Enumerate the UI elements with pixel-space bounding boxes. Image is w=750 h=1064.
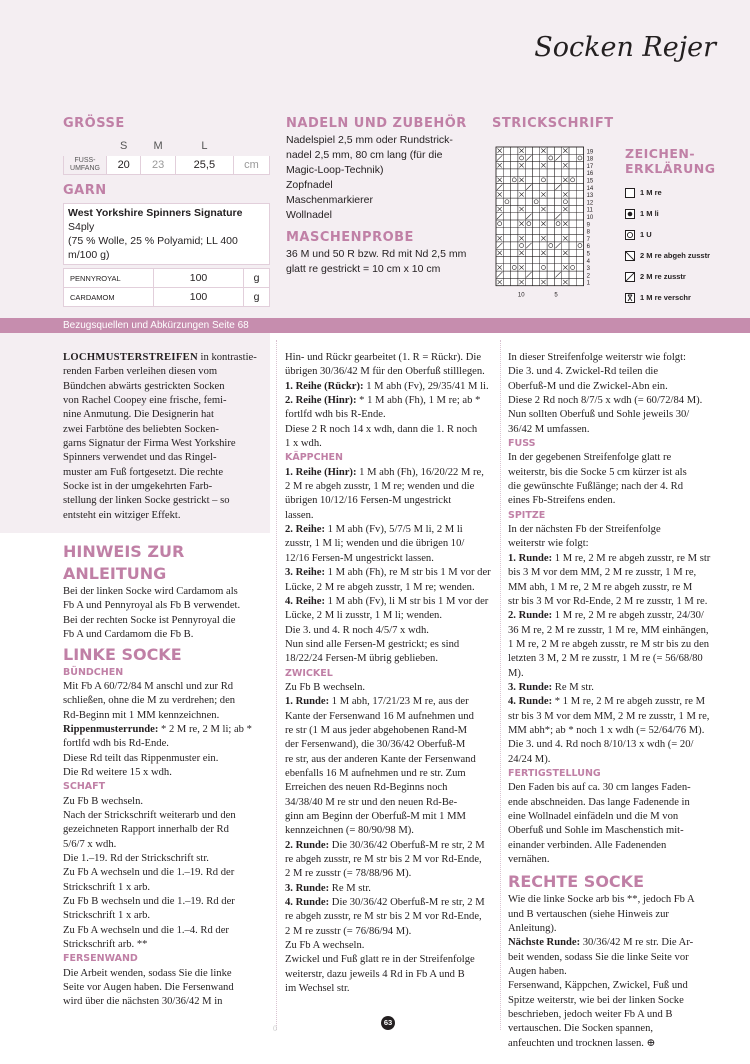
row-text [285, 480, 495, 523]
right-sock-heading: RECHTE SOCKE [508, 872, 644, 892]
yarn-row [64, 269, 270, 288]
text-line: Seite vor Augen haben. Die Fersenwand [63, 982, 234, 994]
chart-row-number: 16 [586, 171, 594, 178]
needles-list [286, 133, 476, 223]
chart-heading: STRICKSCHRIFT [492, 116, 614, 131]
text-line: Zu Fb B wechseln und die 1.–19. Rd der [63, 896, 235, 907]
notes-text [63, 585, 268, 642]
text-line: Socke ist in der umgekehrten Farb- [63, 481, 213, 493]
foot-text [508, 451, 716, 508]
dot-square-icon [625, 209, 635, 219]
size-heading: GRÖSSE [63, 116, 125, 131]
text-line: In dieser Streifenfolge weiterstr wie folgt: [508, 352, 686, 363]
text-line: In der gegebenen Streifenfolge glatt re [508, 452, 672, 464]
size-m: M [153, 140, 163, 152]
gusset-text: Zu Fb B wechseln. [285, 681, 366, 693]
needles-line: Wollnadel [286, 209, 332, 221]
text-line: Den Faden bis auf ca. 30 cm langes Faden- [508, 782, 691, 794]
text-line: und B vertauschen (siehe Hinweis zur [508, 908, 669, 920]
chart-column-number: 10 [517, 292, 525, 299]
text-line: fortlfd wdh bis Rd-Ende. [63, 738, 169, 750]
chart-row-number: 3 [586, 266, 590, 273]
toe-heading: SPITZE [508, 509, 546, 521]
text-line: Diese 2 Rd noch 8/7/5 x wdh (= 60/72/84 M). [508, 395, 703, 407]
text-line: Augen haben. [508, 966, 567, 978]
yarn-brand-suffix: S4ply [68, 221, 95, 233]
row-label: 2. Reihe (Hinr): [285, 395, 357, 407]
text-line: 2 M re zusstr (= 76/86/94 M). [285, 925, 412, 937]
column-divider [276, 340, 277, 1030]
text-line: Die 1.–19. Rd der Strickschrift str. [63, 852, 209, 864]
notes-heading: HINWEIS ZUR ANLEITUNG [63, 542, 185, 584]
text-line: Zu Fb A wechseln und die 1.–4. Rd der [63, 924, 229, 936]
text-line: Nach der Strickschrift weiterarb und den [63, 809, 236, 821]
left-slant-square-icon [625, 251, 635, 261]
legend-heading-1: ZEICHEN- [625, 146, 696, 161]
text-line: übrigen 30/36/42 M für den Oberfuß stilllegen. [285, 366, 485, 378]
chart-row-number: 10 [586, 215, 594, 221]
round-label: Nächste Runde: [508, 937, 581, 949]
round-label: 4. Runde: [508, 696, 553, 708]
cuff-heading: BÜNDCHEN [63, 666, 124, 678]
legend-item [625, 224, 745, 245]
rib-round-text: * 2 M re, 2 M li; ab * [158, 723, 252, 735]
row-label: 2. Reihe: [285, 524, 326, 536]
text-line: die gewünschte Fußlänge; nach der 4. Rd [508, 481, 684, 493]
text-line: Anleitung). [508, 923, 557, 935]
text-line: Diese 2 R noch 14 x wdh, dann die 1. R noch [285, 423, 478, 435]
gusset-heading: ZWICKEL [285, 667, 333, 679]
chart-row-number: 11 [586, 207, 593, 214]
chart-row-number: 17 [586, 163, 594, 170]
text-line: Bei der linken Socke wird Cardamom als [63, 586, 238, 598]
text-line: letzten 3 M, 2 M re zusstr, 1 M re (= 56/68/80 M). [508, 653, 703, 679]
chart-row-number: 1 [586, 280, 590, 287]
text-line: ende abschneiden. Das lange Fadenende in [508, 796, 690, 808]
needles-line: Nadelspiel 2,5 mm oder Rundstrick- [286, 134, 453, 146]
text-line: gezeichneten Rapport innerhalb der Rd [63, 824, 229, 836]
text-line: im Wechsel str. [285, 983, 350, 995]
yarn-table [63, 268, 270, 307]
right-sock-text [508, 951, 716, 1051]
chart-row-number: 18 [586, 156, 594, 163]
chart-row-number: 19 [586, 149, 594, 156]
needles-line: nadel 2,5 mm, 80 cm lang (für die [286, 149, 443, 161]
size-value-l: 25,5 [175, 156, 233, 175]
text-line: Die Rd weitere 15 x wdh. [63, 766, 172, 778]
round-text [285, 910, 495, 996]
text-line: 18/22/24 Fersen-M übrig geblieben. [285, 653, 438, 665]
finishing-text [508, 781, 716, 867]
text-line: Zu Fb A wechseln. [285, 940, 365, 952]
text-line: Spinners verwendet und das Ringel- [63, 452, 217, 464]
intro-line: in kontrastie- [197, 352, 257, 363]
yarn-color-name: PENNYROYAL [64, 269, 154, 288]
row-text: 1 M abh (Fv), li M str bis 1 M vor der [325, 595, 489, 607]
text-line: eine Wollnadel einfädeln und die M von [508, 811, 679, 822]
text-line: re str (1 M aus jeder abgehobenen Rand-M [285, 724, 468, 736]
legend-block [625, 146, 745, 308]
rib-round-label: Rippenmusterrunde: [63, 723, 159, 735]
yarn-unit: g [244, 288, 270, 307]
text-line: anfeuchten und trocknen lassen. ⊕ [508, 1037, 656, 1049]
round-text [508, 624, 716, 681]
round-text: 1 M re, 2 M re abgeh zusstr, re M str [552, 552, 711, 564]
text-line: Die 3. und 4. Rd noch 8/10/13 x wdh (= 20/ [508, 739, 694, 751]
text-line: einander verbinden. Alle Fadenenden [508, 839, 667, 851]
needles-line: Zopfnadel [286, 179, 333, 191]
row-text: * 1 M abh (Fh), 1 M re; ab * [356, 395, 481, 407]
text-line: 36 M re, 2 M re zusstr, 1 M re, MM einhängen, [508, 624, 709, 636]
chart-row-number: 6 [586, 244, 590, 251]
chart-column-number: 5 [554, 292, 558, 299]
heel-text [285, 408, 495, 451]
page-number: 63 [381, 1016, 395, 1030]
right-sock-text [508, 893, 716, 936]
chart-row-number: 15 [586, 178, 594, 185]
text-line: re abgeh zusstr, re M str bis 2 M vor Rd-Ende, [285, 854, 482, 866]
text-line: nine Anmutung. Die Designerin hat [63, 409, 214, 421]
text-line: schließen, ohne die M zu verdrehen; den [63, 695, 236, 707]
gutter-mark: 0 [273, 1024, 277, 1033]
row-label: 1. Reihe (Rückr): [285, 380, 364, 392]
text-line: Lücke, 2 M re abgeh zusstr, 1 M re; wenden. [285, 581, 475, 593]
round-text: * 1 M re, 2 M re abgeh zusstr, re M [552, 696, 706, 708]
round-text: 30/36/42 M re str. Die Ar- [580, 937, 694, 949]
chart-row-number: 9 [586, 222, 590, 229]
text-line: 34/38/40 M re str und den neuen Rd-Be- [285, 796, 458, 808]
intro-text [63, 365, 268, 523]
heel-text [285, 351, 495, 380]
round-text [285, 710, 495, 839]
legend-item [625, 287, 745, 308]
legend-item [625, 245, 745, 266]
chart-row-number: 12 [586, 200, 594, 207]
text-line: der Fersenwand), die 30/36/42 Oberfuß-M [285, 739, 466, 751]
needles-line: Magic-Loop-Technik) [286, 164, 384, 176]
yarn-color-name: CARDAMOM [64, 288, 154, 307]
text-line: weiterstr wie folgt: [508, 538, 589, 550]
heel-flap-text [63, 967, 268, 1010]
legend-label: 1 M re verschr [640, 293, 691, 302]
gauge-line: glatt re gestrickt = 10 cm x 10 cm [286, 263, 441, 275]
gusset-continued-text [508, 351, 716, 437]
foot-heading: FUSS [508, 438, 536, 450]
text-line: vertauschen. Die Socken spannen, [508, 1023, 654, 1035]
text-line: Lücke, 2 M li zusstr, 1 M li; wenden. [285, 610, 442, 622]
chart-row-number: 4 [586, 258, 590, 265]
legend-item [625, 266, 745, 287]
row-text: 1 M abh (Fh), re M str bis 1 M vor der [325, 567, 491, 579]
twisted-stitch-icon [625, 293, 635, 303]
text-line: 1 x wdh. [285, 438, 322, 450]
text-line: 2 M re abgeh zusstr, 1 M re; wenden und die [285, 481, 475, 493]
row-text [285, 609, 495, 666]
row-label: 4. Reihe: [285, 595, 326, 607]
knitting-chart [492, 139, 604, 311]
text-line: Nun sollten Oberfuß und Sohle jeweils 30/ [508, 409, 690, 421]
size-unit: cm [234, 156, 270, 175]
text-line: Strickschrift 1 x arb. [63, 881, 151, 893]
text-line: 12/16 Fersen-M ungestrickt lassen. [285, 552, 434, 564]
chart-row-number: 13 [586, 193, 594, 200]
text-line: Zwickel und Fuß glatt re in der Streifenfolge [285, 954, 475, 966]
text-line: Bei der rechten Socke ist Pennyroyal die [63, 614, 236, 626]
chart-row-number: 14 [586, 185, 594, 192]
text-line: In der nächsten Fb der Streifenfolge [508, 524, 661, 536]
round-text: Re M str. [329, 882, 371, 894]
column-2 [285, 351, 495, 996]
text-line: Fb A und Pennyroyal als Fb B verwendet. [63, 600, 241, 612]
round-label: 3. Runde: [508, 681, 553, 693]
legend-label: 1 U [640, 230, 652, 239]
yarn-brand: West Yorkshire Spinners Signature [68, 207, 243, 219]
round-label: 1. Runde: [508, 552, 553, 564]
text-line: Diese Rd teilt das Rippenmuster ein. [63, 752, 219, 764]
yarn-unit: g [244, 269, 270, 288]
text-line: stellung der linken Socke gestrickt – so [63, 495, 230, 507]
size-l: L [201, 140, 208, 152]
text-line: re abgeh zusstr, re M str bis 2 M vor Rd-Ende, [285, 911, 482, 923]
legend-label: 2 M re abgeh zusstr [640, 251, 711, 260]
text-line: Kante der Fersenwand 16 M aufnehmen und [285, 710, 474, 722]
rib-text [63, 737, 268, 780]
text-line: beit wenden, sodass Sie die linke Seite vor [508, 951, 689, 963]
text-line: weiterstr, dazu jeweils 4 Rd in Fb A und B [285, 968, 465, 980]
legend-heading-2: ERKLÄRUNG [625, 161, 716, 176]
text-line: Erreichen des neuen Rd-Beginns noch [285, 782, 448, 794]
heel-turn-heading: KÄPPCHEN [285, 452, 344, 464]
yarn-composition: (75 % Wolle, 25 % Polyamid; LL 400 m/100 g) [68, 235, 238, 261]
text-line: ebenfalls 16 M aufnehmen und re str. Zum [285, 767, 466, 779]
size-value-s: 20 [107, 156, 141, 175]
text-line: Strickschrift arb. ** [63, 939, 148, 951]
chart-row-number: 8 [586, 229, 590, 236]
text-line: entsteht ein witziger Effekt. [63, 509, 181, 521]
round-text: Die 30/36/42 Oberfuß-M re str, 2 M [329, 839, 485, 851]
legend-label: 2 M re zusstr [640, 272, 686, 281]
text-line: 1 M re, 2 M re abgeh zusstr, re M str bis zu den [508, 638, 710, 650]
text-line: Oberfuß-M und die Zwickel-Abn ein. [508, 380, 668, 392]
leg-text [63, 795, 268, 953]
legend-label: 1 M re [640, 188, 662, 197]
round-text: Die 30/36/42 Oberfuß-M re str, 2 M [329, 897, 485, 909]
text-line: 5/6/7 x wdh. [63, 838, 117, 850]
text-line: Wie die linke Socke arb bis **, jedoch Fb A [508, 894, 695, 906]
legend-label: 1 M li [640, 209, 659, 218]
size-yarn-block [63, 116, 270, 307]
yarn-qty: 100 [154, 288, 244, 307]
intro-lead: LOCHMUSTERSTREIFEN [63, 352, 198, 363]
left-sock-heading: LINKE SOCKE [63, 644, 182, 664]
right-slant-square-icon [625, 272, 635, 282]
needles-heading: NADELN UND ZUBEHÖR [286, 116, 467, 131]
chart-row-number: 7 [586, 236, 590, 243]
text-line: Strickschrift 1 x arb. [63, 910, 151, 922]
text-line: muster am Fuß fortgesetzt. Die rechte [63, 466, 224, 478]
heel-flap-heading: FERSENWAND [63, 953, 138, 965]
yarn-description [63, 203, 270, 265]
round-text [508, 566, 716, 609]
page-title: Socken Rejer [534, 32, 716, 63]
text-line: fortlfd wdh bis R-Ende. [285, 409, 386, 421]
round-text: 1 M abh, 17/21/23 M re, aus der [329, 696, 469, 708]
text-line: Die 3. und 4. Zwickel-Rd teilen die [508, 366, 659, 378]
round-label: 2. Runde: [508, 610, 553, 622]
gauge-heading: MASCHENPROBE [286, 230, 414, 245]
column-divider [500, 340, 501, 1030]
toe-text [508, 523, 716, 552]
leg-heading: SCHAFT [63, 781, 106, 793]
size-value-m: 23 [141, 156, 175, 175]
foot-circumference-label: FUSS- UMFANG [64, 156, 107, 175]
text-line: 24/24 M). [508, 753, 551, 765]
text-line: renden Farben verleihen diesen vom [63, 366, 218, 378]
needles-block [286, 116, 476, 277]
text-line: Mit Fb A 60/72/84 M anschl und zur Rd [63, 680, 234, 692]
text-line: Spitze weiterstr, wie bei der linken Socke [508, 994, 684, 1006]
text-line: Die Arbeit wenden, sodass Sie die linke [63, 967, 232, 979]
needles-line: Maschenmarkierer [286, 194, 373, 206]
text-line: eines Fb-Streifens enden. [508, 495, 616, 507]
round-label: 1. Runde: [285, 696, 330, 708]
text-line: Oberfuß und Sohle im Maschenstich mit- [508, 825, 684, 837]
text-line: zusstr, 1 M li; wenden und die übrigen 10/ [285, 538, 465, 550]
chart-row-number: 5 [586, 251, 590, 258]
text-line: bis 3 M vor dem MM, 2 M re zusstr, 1 M re, [508, 567, 697, 579]
round-text: Re M str. [552, 681, 594, 693]
source-bar: Bezugsquellen und Abkürzungen Seite 68 [0, 318, 750, 333]
round-label: 2. Runde: [285, 839, 330, 851]
gauge-line: 36 M und 50 R bzw. Rd mit Nd 2,5 mm [286, 248, 467, 260]
text-line: zwei Farbtöne des beliebten Socken- [63, 423, 219, 435]
gauge-text [286, 247, 476, 277]
text-line: str bis 3 M vor Rd-Ende, 2 M re zusstr, 1 M re. [508, 595, 708, 607]
text-line: beschrieben, jedoch weiter Fb A und B [508, 1009, 673, 1021]
circle-square-icon [625, 230, 635, 240]
text-line: str bis 3 M vor dem MM, 2 M re zusstr, 1 M re, [508, 710, 710, 722]
text-line: übrigen 10/12/16 Fersen-M ungestrickt [285, 495, 452, 507]
row-text: 1 M abh (Fv), 5/7/5 M li, 2 M li [325, 524, 463, 536]
yarn-qty: 100 [154, 269, 244, 288]
text-line: Zu Fb B wechseln. [63, 795, 144, 807]
text-line: 2 M re zusstr (= 78/88/96 M). [285, 868, 412, 880]
size-s: S [120, 140, 128, 152]
text-line: MM abh, 1 M re, 2 M re abgeh zusstr, re M [508, 581, 693, 593]
text-line: Zu Fb A wechseln und die 1.–19. Rd der [63, 867, 235, 879]
row-text [285, 537, 495, 566]
round-label: 3. Runde: [285, 882, 330, 894]
round-text: 1 M re, 2 M re abgeh zusstr, 24/30/ [552, 610, 704, 622]
text-line: garns Signatur der Firma West Yorkshire [63, 438, 236, 450]
text-line: Fersenwand, Käppchen, Zwickel, Fuß und [508, 980, 688, 992]
text-line: re str, aus der anderen Kante der Fersenwand [285, 753, 476, 765]
column-1 [63, 351, 268, 1010]
row-label: 1. Reihe (Hinr): [285, 466, 357, 478]
legend-item [625, 182, 745, 203]
row-text: 1 M abh (Fh), 16/20/22 M re, [356, 466, 484, 478]
text-line: Fb A und Cardamom die Fb B. [63, 629, 194, 641]
cuff-text [63, 680, 268, 723]
chart-row-number: 2 [586, 273, 590, 280]
text-line: Hin- und Rückr gearbeitet (1. R = Rückr). Die [285, 352, 482, 363]
row-text [285, 581, 495, 595]
text-line: wird über die nächsten 30/36/42 M in [63, 996, 223, 1008]
yarn-heading: GARN [63, 183, 107, 198]
text-line: kennzeichnen (= 80/90/98 M). [285, 825, 414, 837]
text-line: MM abh*; ab * noch 1 x wdh (= 52/64/76 M). [508, 724, 705, 736]
round-text [285, 853, 495, 882]
legend-item [625, 203, 745, 224]
text-line: Bündchen abwärts gestrickten Socken [63, 380, 225, 392]
text-line: vernähen. [508, 854, 550, 866]
round-label: 4. Runde: [285, 897, 330, 909]
text-line: 36/42 M umfassen. [508, 423, 590, 435]
finishing-heading: FERTIGSTELLUNG [508, 767, 601, 779]
row-text: 1 M abh (Fv), 29/35/41 M li. [363, 380, 489, 392]
knitting-chart-block [492, 116, 614, 316]
size-table [63, 136, 270, 175]
text-line: von Rachel Coopey eine frische, femi- [63, 395, 227, 407]
text-line: weiterstr, bis die Socke 5 cm kürzer ist als [508, 466, 687, 478]
text-line: Nun sind alle Fersen-M gestrickt; es sind [285, 638, 460, 650]
text-line: Die 3. und 4. R noch 4/5/7 x wdh. [285, 624, 429, 636]
empty-square-icon [625, 188, 635, 198]
row-label: 3. Reihe: [285, 567, 326, 579]
text-line: ginn am Beginn der Oberfuß-M mit 1 MM [285, 811, 466, 822]
column-3 [508, 351, 716, 1051]
text-line: lassen. [285, 509, 314, 521]
yarn-row [64, 288, 270, 307]
text-line: Rd-Beginn mit 1 MM kennzeichnen. [63, 709, 220, 721]
round-text [508, 710, 716, 767]
